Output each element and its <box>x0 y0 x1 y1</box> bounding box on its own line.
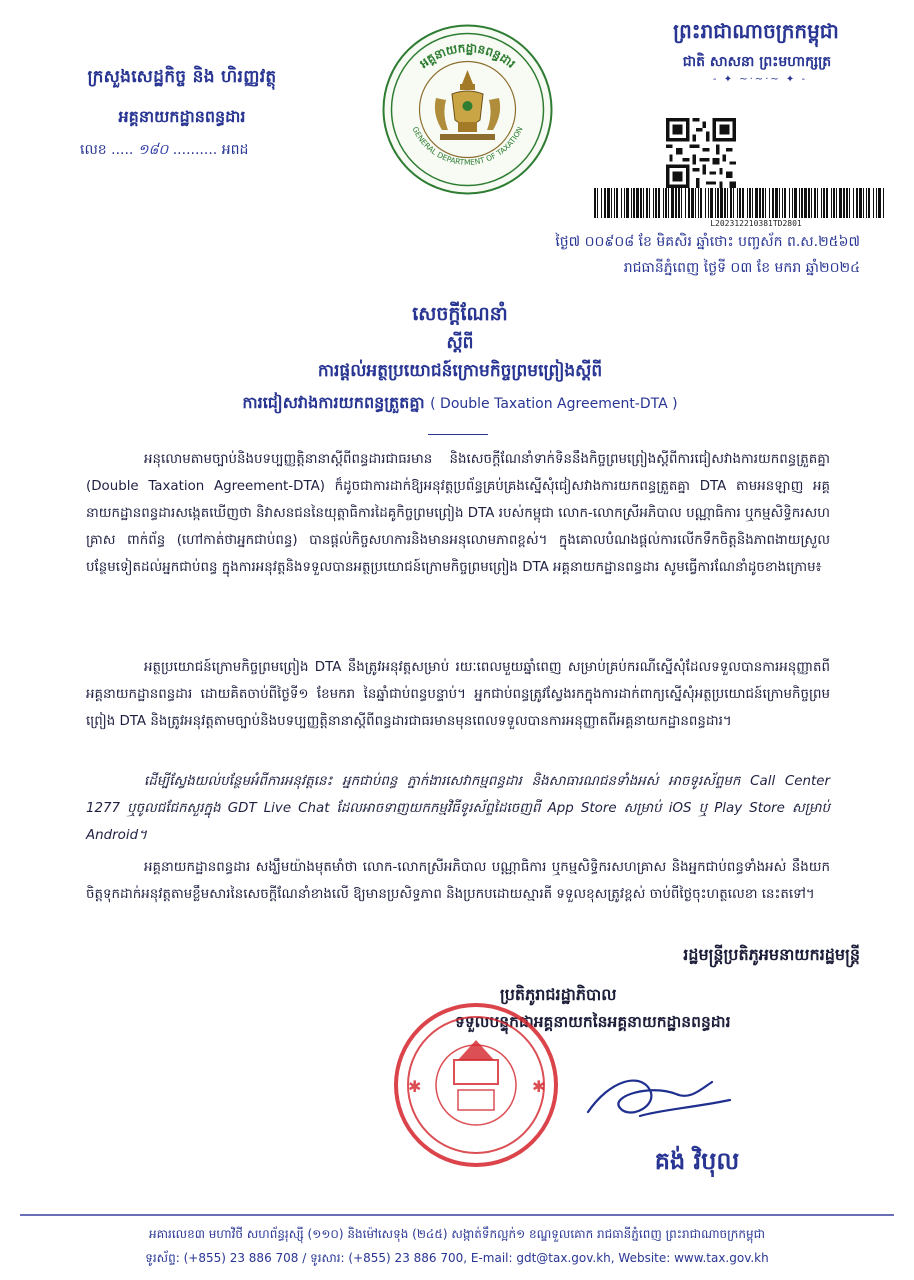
barcode-bar <box>866 188 867 218</box>
barcode-bar <box>646 188 648 218</box>
official-red-stamp <box>388 1000 564 1170</box>
barcode-bar <box>826 188 828 218</box>
signer-name: គង់ វិបុល <box>654 1147 740 1175</box>
document-title: សេចក្តីណែនាំ <box>412 303 508 325</box>
title-divider <box>428 434 488 435</box>
barcode-bar <box>789 188 790 218</box>
footer-contact: ទូរស័ព្ទ: (+855) 23 886 708 / ទូរសារ: (+855) 23 886 700, E-mail: gdt@tax.gov.kh, Website: www.tax.gov.kh <box>145 1251 769 1265</box>
barcode-bar <box>626 188 629 218</box>
ref-prefix: លេខ <box>80 142 107 158</box>
barcode-bar <box>859 188 862 218</box>
title-subject-khmer: ការជៀសវាងការយកពន្ធត្រួតគ្នា <box>242 393 425 412</box>
barcode-bar <box>730 188 732 218</box>
gdt-seal-logo <box>380 22 555 197</box>
barcode-bar <box>698 188 699 218</box>
ministry-name: ក្រសួងសេដ្ឋកិច្ច និង ហិរញ្ញវត្ថុ <box>87 67 277 87</box>
barcode-bar <box>614 188 615 218</box>
barcode-bar <box>868 188 870 218</box>
qr-code[interactable] <box>666 118 736 188</box>
barcode-bar <box>607 188 610 218</box>
barcode-bar <box>665 188 667 218</box>
paragraph-text: អត្ថប្រយោជន៍ក្រោមកិច្ចព្រមព្រៀង DTA នឹងត្រូវអនុវត្តសម្រាប់ រយៈពេលមួយឆ្នាំពេញ សម្រាប់គ្រប់ករណីស្នើសុំដែលទទួលបានការអនុញ្ញាតពីអគ្គនាយកដ្ឋានពន្ធដារ ដោយគិតចាប់ពីថ្ងៃទី១ ខែមករា នៃឆ្នាំជាប់ពន្ធបន្ទាប់។ អ្នកជាប់ពន្ធត្រូវស្វែងរកក្នុងការដាក់ពាក្យស្នើសុំអត្ថប្រយោជន៍ក្រោមកិច្ចព្រមព្រៀង DTA និងត្រូវអនុវត្តតាមច្បាប់និងបទប្បញ្ញត្តិនានាស្តីពីពន្ធដារជាធរមានមុនពេលទទួលបានការអនុញ្ញាតពីអគ្គនាយកដ្ឋានពន្ធដារ។ <box>86 660 830 729</box>
barcode-bar <box>747 188 748 218</box>
barcode-bar <box>782 188 783 218</box>
ref-suffix: អពដ <box>221 142 249 158</box>
handwritten-signature <box>580 1060 740 1140</box>
barcode-bar <box>759 188 761 218</box>
barcode-text: L202312210381TD2801 <box>710 219 802 228</box>
barcode-bar <box>717 188 719 218</box>
signer-title-3: ទទួលបន្ទុកជាអគ្គនាយកនៃអគ្គនាយកដ្ឋានពន្ធដារ <box>455 1013 731 1031</box>
barcode-bar <box>846 188 848 218</box>
paragraph-text: ដើម្បីស្វែងយល់បន្ថែមអំពីការអនុវត្តនេះ អ្នកជាប់ពន្ធ ភ្នាក់ងារសេវាកម្មពន្ធដារ និងសាធារណជនទាំងអស់ អាចទូរស័ព្ទមក Call Center 1277 ឬចូលជជែកសួរក្នុង GDT Live Chat ដែលអាចទាញយកកម្មវិធីទូរស័ព្ទដៃចេញពី App Store សម្រាប់ iOS ឬ Play Store សម្រាប់ Android។ <box>86 774 830 843</box>
barcode-bar <box>839 188 842 218</box>
barcode-bar <box>640 188 642 218</box>
barcode-bar <box>737 188 738 218</box>
barcode-bar <box>779 188 780 218</box>
ref-number-value: ១៨០ <box>137 142 169 158</box>
decorative-ornament: - ✦ ~·~·~ ✦ - <box>712 74 808 85</box>
barcode-bar <box>675 188 677 218</box>
barcode-bar <box>671 188 674 218</box>
barcode-bar <box>691 188 694 218</box>
barcode-bar <box>836 188 837 218</box>
seal-english-text: GENERAL DEPARTMENT OF TAXATION <box>410 125 525 167</box>
barcode-bar <box>801 188 803 218</box>
barcode-bar <box>811 188 812 218</box>
footer-address: អគារលេខ៣ មហាវិថី សហព័ន្ធរុស្ស៊ី (១១០) និងម៉ៅសេទុង (២៤៥) សង្កាត់ទឹកល្អក់១ ខណ្ឌទួលគោក រាជធានីភ្នំពេញ ព្រះរាជាណាចក្រកម្ពុជា <box>148 1227 766 1241</box>
barcode-bar <box>663 188 664 218</box>
barcode-bar <box>649 188 650 218</box>
barcode-bar <box>636 188 639 218</box>
barcode-bar <box>604 188 606 218</box>
barcode-bar <box>688 188 690 218</box>
barcode-bar <box>752 188 753 218</box>
title-subject-line1: ការផ្តល់អត្ថប្រយោជន៍ក្រោមកិច្ចព្រមព្រៀងស្តីពី <box>317 361 603 381</box>
solar-date: រាជធានីភ្នំពេញ ថ្ងៃទី ០៣ ខែ មករា ឆ្នាំ២០២៤ <box>623 260 860 276</box>
paragraph-text: អនុលោមតាមច្បាប់និងបទប្បញ្ញត្តិនានាស្តីពីពន្ធដារជាធរមាន និងសេចក្តីណែនាំទាក់ទិននឹងកិច្ចព្រមព្រៀងស្តីពីការជៀសវាងការយកពន្ធត្រួតគ្នា (Double Taxation Agreement-DTA) ក៏ដូចជាការដាក់ឱ្យអនុវត្តប្រព័ន្ធគ្រប់គ្រងស្នើសុំជៀសវាងការយកពន្ធត្រួតគ្នា DTA តាមអនឡាញ អគ្គនាយកដ្ឋានពន្ធដារសង្កេតឃើញថា និវាសនជននៃយុត្តាធិការដៃគូកិច្ចព្រមព្រៀង DTA របស់កម្ពុជា លោក-លោកស្រីអភិបាល បណ្ណាធិការ ឬកម្មសិទ្ធិករសហគ្រាស ពាក់ព័ន្ធ (ហៅកាត់ថាអ្នកជាប់ពន្ធ) បានផ្តល់កិច្ចសហការនិងមានអនុលោមភាពខ្ពស់។ ក្នុងគោលបំណងផ្តល់ការលើកទឹកចិត្តនិងភាពងាយស្រួលបន្ថែមទៀតដល់អ្នកជាប់ពន្ធ ក្នុងការអនុវត្តនិងទទួលបានអត្ថប្រយោជន៍ក្រោមកិច្ចព្រមព្រៀង DTA អគ្គនាយកដ្ឋានពន្ធដារ សូមធ្វើការណែនាំដូចខាងក្រោម៖ <box>86 452 830 575</box>
barcode-bar <box>739 188 741 218</box>
reference-number: លេខ ..... ១៨០ .......... អពដ <box>80 142 249 158</box>
barcode-bar <box>685 188 686 218</box>
barcode-bar <box>601 188 602 218</box>
title-subject-line2 <box>40 392 880 416</box>
barcode-bar <box>733 188 734 218</box>
barcode-bar <box>873 188 874 218</box>
lunar-date: ថ្ងៃ៧ ០០៩០៨ ខែ មិគសិរ ឆ្នាំថោះ បញ្ចស័ក ព.ស.២៥៦៧ <box>555 234 860 250</box>
barcode-bar <box>749 188 751 218</box>
barcode-bar <box>833 188 835 218</box>
seal-khmer-text: អគ្គនាយកដ្ឋានពន្ធដារ <box>416 40 519 71</box>
body-paragraph-4 <box>86 854 830 908</box>
barcode-bar <box>715 188 716 218</box>
barcode-bar <box>727 188 728 218</box>
svg-text:✱: ✱ <box>408 1077 422 1096</box>
department-name: អគ្គនាយកដ្ឋានពន្ធដារ <box>118 107 246 126</box>
barcode-bar <box>775 188 778 218</box>
paragraph-text: អគ្គនាយកដ្ឋានពន្ធដារ សង្ឃឹមយ៉ាងមុតមាំថា លោក-លោកស្រីអភិបាល បណ្ណាធិការ ឬកម្មសិទ្ធិករសហគ្រាស និងអ្នកជាប់ពន្ធទាំងអស់ នឹងយកចិត្តទុកដាក់អនុវត្តតាមខ្លឹមសារនៃសេចក្តីណែនាំខាងលើ ឱ្យមានប្រសិទ្ធភាព និងប្រកបដោយស្មារតី ទទួលខុសត្រូវខ្ពស់ ចាប់ពីថ្ងៃចុះហត្ថលេខា នេះតទៅ។ <box>86 860 830 902</box>
barcode-bar <box>831 188 832 218</box>
body-paragraph-2 <box>86 654 830 735</box>
barcode-bar <box>621 188 622 218</box>
barcode-bar <box>616 188 618 218</box>
barcode-bar <box>594 188 596 218</box>
barcode-bar <box>878 188 881 218</box>
barcode-bar <box>678 188 680 218</box>
barcode-bar <box>611 188 612 218</box>
barcode-bar <box>633 188 635 218</box>
barcode-bar <box>755 188 758 218</box>
barcode-bar <box>814 188 816 218</box>
barcode-bar <box>883 188 884 218</box>
barcode-bar <box>817 188 818 218</box>
barcode-bar <box>765 188 766 218</box>
barcode-bar <box>843 188 845 218</box>
barcode-bar <box>658 188 660 218</box>
barcode-bar <box>821 188 822 218</box>
body-paragraph-3 <box>86 768 830 849</box>
barcode-bar <box>784 188 786 218</box>
title-subject-latin: ( Double Taxation Agreement-DTA ) <box>430 396 678 412</box>
barcode-bar <box>724 188 726 218</box>
barcode-bar <box>705 188 706 218</box>
signer-title-1: រដ្ឋមន្ត្រីប្រតិភូអមនាយករដ្ឋមន្ត្រី <box>683 945 860 964</box>
barcode-bar <box>804 188 807 218</box>
barcode-bar <box>668 188 669 218</box>
barcode-bar <box>799 188 800 218</box>
barcode-bar <box>849 188 850 218</box>
barcode-bar <box>769 188 770 218</box>
barcode-bar <box>710 188 713 218</box>
barcode-bar <box>720 188 723 218</box>
barcode-bar <box>762 188 764 218</box>
barcode-bar <box>631 188 632 218</box>
barcode-bar <box>597 188 598 218</box>
barcode-bar <box>695 188 696 218</box>
barcode-bar <box>794 188 797 218</box>
barcode-bar <box>863 188 864 218</box>
barcode-bar <box>856 188 858 218</box>
barcode-bar <box>655 188 657 218</box>
national-motto: ជាតិ សាសនា ព្រះមហាក្សត្រ <box>682 54 832 70</box>
barcode-bar <box>876 188 877 218</box>
title-subject-label: ស្តីពី <box>446 333 474 353</box>
barcode-bar <box>742 188 744 218</box>
signer-title-2: ប្រតិភូរាជរដ្ឋាភិបាល <box>500 985 617 1004</box>
barcode-bar <box>792 188 793 218</box>
footer-divider <box>20 1214 894 1216</box>
barcode-bar <box>823 188 825 218</box>
body-paragraph-1 <box>86 446 830 581</box>
kingdom-title: ព្រះរាជាណាចក្រកម្ពុជា <box>673 19 839 43</box>
barcode-bar <box>681 188 682 218</box>
barcode-bar <box>772 188 774 218</box>
barcode-bar <box>853 188 854 218</box>
barcode-bar <box>708 188 709 218</box>
barcode-bar <box>653 188 654 218</box>
barcode-bar <box>808 188 810 218</box>
barcode-bar <box>643 188 644 218</box>
barcode-bar <box>624 188 625 218</box>
svg-text:✱: ✱ <box>532 1077 546 1096</box>
barcode-bar <box>700 188 702 218</box>
